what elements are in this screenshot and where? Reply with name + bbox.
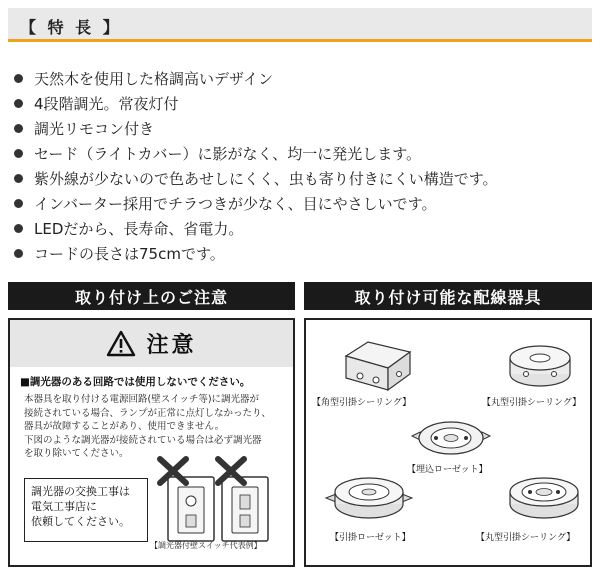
switch-caption: 【調光器付壁スイッチ代表例】 (150, 541, 262, 550)
bullet-icon (14, 99, 23, 108)
compatible-fixtures-heading: 取り付け可能な配線器具 (304, 282, 592, 310)
caution-banner (10, 320, 293, 367)
features-header (8, 8, 592, 42)
umekomi-label: 【埋込ローゼット】 (407, 465, 488, 475)
bullet-icon (14, 124, 23, 133)
feature-item (12, 191, 592, 216)
feature-item (12, 241, 592, 266)
feature-text: インバーター採用でチラつきが少なく、目にやさしいです。 (34, 195, 437, 213)
caution-line: 器具が故障することがあり、使用できません。 (24, 421, 225, 432)
round-ceiling-fixture-icon (502, 468, 586, 526)
kakugata-label: 【角型引掛シーリング】 (312, 398, 412, 408)
hikkake-rosette-label: 【引掛ローゼット】 (330, 533, 411, 543)
warning-icon (106, 330, 136, 357)
feature-item (12, 216, 592, 241)
hook-rosette-icon (324, 468, 414, 526)
notice-line: 依頼してください。 (31, 515, 130, 528)
caution-line: 本器具を取り付ける電源回路(壁スイッチ等)に調光器が (24, 394, 260, 405)
bullet-icon (14, 149, 23, 158)
round-ceiling-fixture-icon (504, 336, 576, 392)
caution-line: 接続されている場合、ランプが正常に点灯しなかったり、 (24, 407, 272, 419)
caution-line: 下図のような調光器が接続されている場合は必ず調光器 (24, 434, 262, 446)
feature-text: コードの長さは75cmです。 (34, 245, 225, 263)
feature-item (12, 166, 592, 191)
bullet-icon (14, 249, 23, 258)
electrician-notice (24, 478, 148, 542)
feature-item (12, 116, 592, 141)
feature-list (12, 66, 592, 266)
bullet-icon (14, 199, 23, 208)
dimmer-switch-icon (168, 477, 214, 541)
feature-text: セード（ライトカバー）に影がなく、均一に発光します。 (34, 145, 422, 163)
caution-panel (8, 318, 295, 567)
notice-line: 電気工事店に (31, 500, 97, 513)
caution-body (24, 393, 286, 461)
installation-caution-heading: 取り付け上のご注意 (8, 282, 295, 310)
marugata-bottom-label: 【丸型引掛シーリング】 (476, 533, 576, 543)
embedded-rosette-icon (410, 414, 492, 460)
dimmer-switch-illustration (156, 455, 286, 545)
square-ceiling-fixture-icon (338, 334, 416, 396)
features-title: 【 特 長 】 (20, 18, 122, 37)
feature-text: 4段階調光。常夜灯付 (34, 95, 179, 113)
feature-text: LEDだから、長寿命、省電力。 (34, 220, 244, 238)
feature-item (12, 91, 592, 116)
caution-line: を取り除いてください。 (24, 448, 129, 459)
feature-text: 紫外線が少ないので色あせしにくく、虫も寄り付きにくい構造です。 (34, 170, 498, 188)
marugata-top-label: 【丸型引掛シーリング】 (482, 398, 582, 408)
fixtures-panel (304, 318, 592, 567)
dimmer-switch-icon (222, 477, 268, 541)
feature-item (12, 66, 592, 91)
bullet-icon (14, 224, 23, 233)
feature-text: 調光リモコン付き (34, 120, 155, 138)
notice-line: 調光器の交換工事は (31, 485, 130, 498)
caution-heading: 注意 (146, 333, 197, 358)
bullet-icon (14, 74, 23, 83)
bullet-icon (14, 174, 23, 183)
feature-text: 天然木を使用した格調高いデザイン (34, 70, 273, 88)
feature-item (12, 141, 592, 166)
dimmer-warning: ■調光器のある回路では使用しないでください。 (20, 376, 251, 388)
